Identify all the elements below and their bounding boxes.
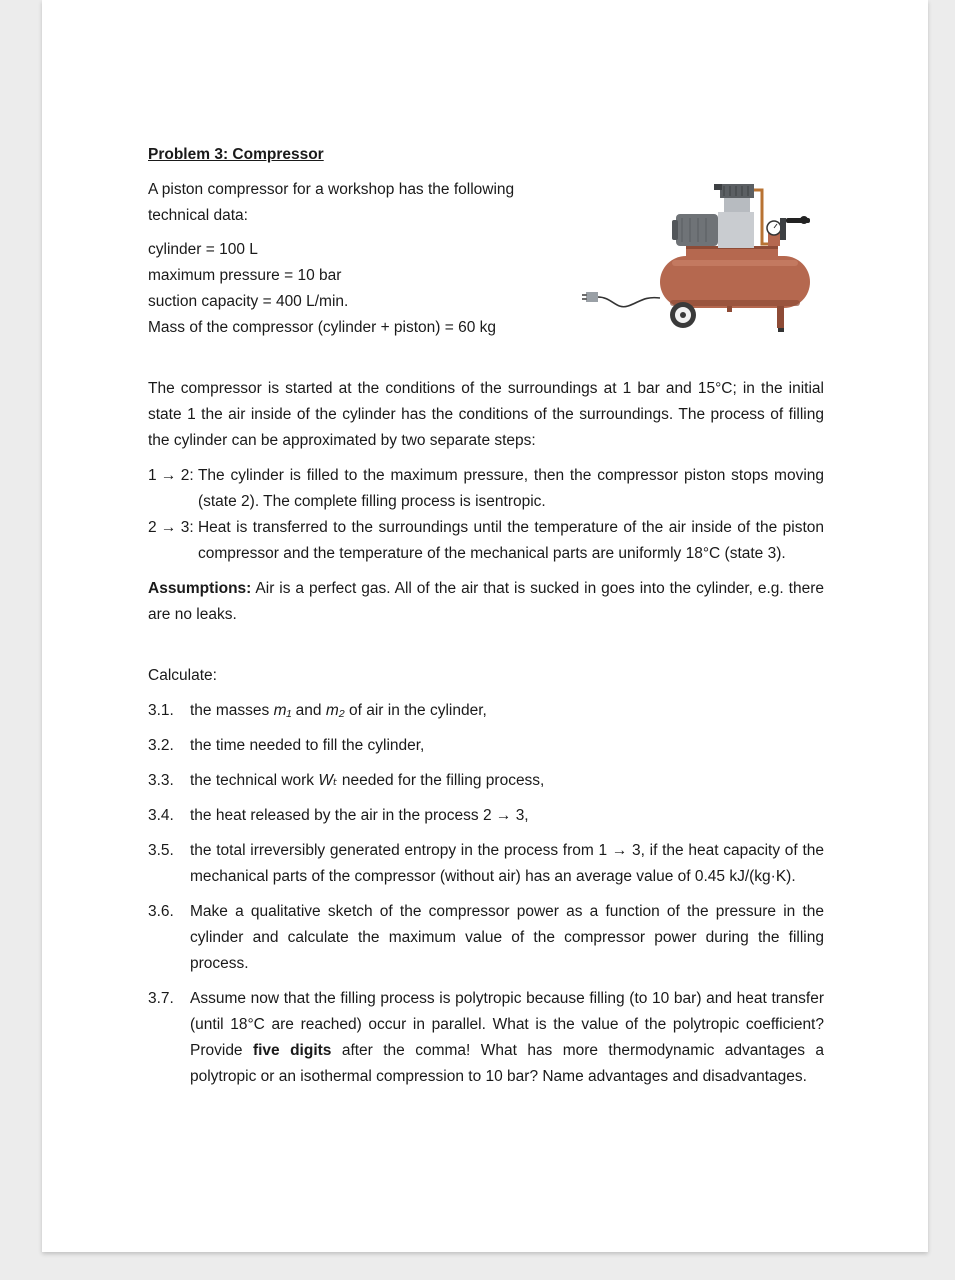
document-page xyxy=(42,0,928,1252)
question-text-part: Assume now that the filling process is polytropic because filling (to 10 bar) and heat transfer (until 18°C are reached) occur in parallel. What is the value of the polytropic coefficient? Provide xyxy=(190,990,824,1059)
step-2-3 xyxy=(148,515,824,567)
symbol-m1: m₁ xyxy=(273,702,292,719)
description-paragraph: The compressor is started at the conditions of the surroundings at 1 bar and 15°C; in the initial state 1 the air inside of the cylinder has the conditions of the surroundings. The process of filling the cylinder can be approximated by two separate steps: xyxy=(148,380,824,449)
question-3-3 xyxy=(148,768,824,794)
question-3-5 xyxy=(148,838,824,890)
question-text xyxy=(190,698,824,724)
assumptions-label: Assumptions: xyxy=(148,580,252,597)
spec-suction-capacity: suction capacity = 400 L/min. xyxy=(148,293,349,310)
question-text-part: of air in the cylinder, xyxy=(344,702,487,719)
question-text: the total irreversibly generated entropy in the process from 1 → 3, if the heat capacity of the mechanical parts of the compressor (without air) has an average value of 0.45 kJ/(kg·K). xyxy=(190,842,824,885)
question-3-2 xyxy=(148,733,824,759)
question-number: 3.7. xyxy=(148,990,174,1007)
question-text xyxy=(190,768,824,794)
step-label: 2 → 3: xyxy=(148,519,198,536)
calculate-label: Calculate: xyxy=(148,667,217,684)
step-text: Heat is transferred to the surroundings until the temperature of the air inside of the piston compressor and the temperature of the mechanical parts are uniformly 18°C (state 3). xyxy=(197,519,824,562)
assumptions-paragraph xyxy=(148,576,824,628)
problem-text xyxy=(148,142,824,1090)
symbol-m2: m₂ xyxy=(325,702,345,719)
question-3-6 xyxy=(148,899,824,977)
question-number: 3.2. xyxy=(148,737,174,754)
spec-cylinder: cylinder = 100 L xyxy=(148,241,258,258)
question-text-part: and xyxy=(291,702,326,719)
question-number: 3.5. xyxy=(148,842,174,859)
intro-text: A piston compressor for a workshop has the following technical data: xyxy=(148,181,515,224)
assumptions-text: Air is a perfect gas. All of the air that is sucked in goes into the cylinder, e.g. there are no leaks. xyxy=(148,580,824,623)
problem-title: Problem 3: Compressor xyxy=(148,146,324,163)
question-text: Make a qualitative sketch of the compressor power as a function of the pressure in the cylinder and calculate the maximum value of the compressor power during the filling process. xyxy=(190,903,824,972)
step-1-2 xyxy=(148,463,824,515)
question-number: 3.3. xyxy=(148,772,174,789)
step-label: 1 → 2: xyxy=(148,467,198,484)
question-text-part: needed for the filling process, xyxy=(337,772,545,789)
question-text: the time needed to fill the cylinder, xyxy=(190,737,425,754)
question-number: 3.4. xyxy=(148,807,174,824)
question-number: 3.1. xyxy=(148,702,174,719)
spec-mass: Mass of the compressor (cylinder + piston) = 60 kg xyxy=(148,319,497,336)
question-text xyxy=(190,986,824,1090)
question-text-part: the technical work xyxy=(190,772,319,789)
step-text: The cylinder is filled to the maximum pressure, then the compressor piston stops moving (state 2). The complete filling process is isentropic. xyxy=(197,467,824,510)
question-3-4 xyxy=(148,803,824,829)
question-3-7 xyxy=(148,986,824,1090)
emphasis-five-digits: five digits xyxy=(252,1042,332,1059)
spec-max-pressure: maximum pressure = 10 bar xyxy=(148,267,342,284)
question-3-1 xyxy=(148,698,824,724)
question-text: the heat released by the air in the process 2 → 3, xyxy=(190,807,529,824)
symbol-wt: Wₜ xyxy=(318,772,338,789)
question-text-part: after the comma! What has more thermodynamic advantages a polytropic or an isothermal compression to 10 bar? Name advantages and disadvantages. xyxy=(190,1042,824,1085)
question-text-part: the masses xyxy=(190,702,274,719)
question-number: 3.6. xyxy=(148,903,174,920)
